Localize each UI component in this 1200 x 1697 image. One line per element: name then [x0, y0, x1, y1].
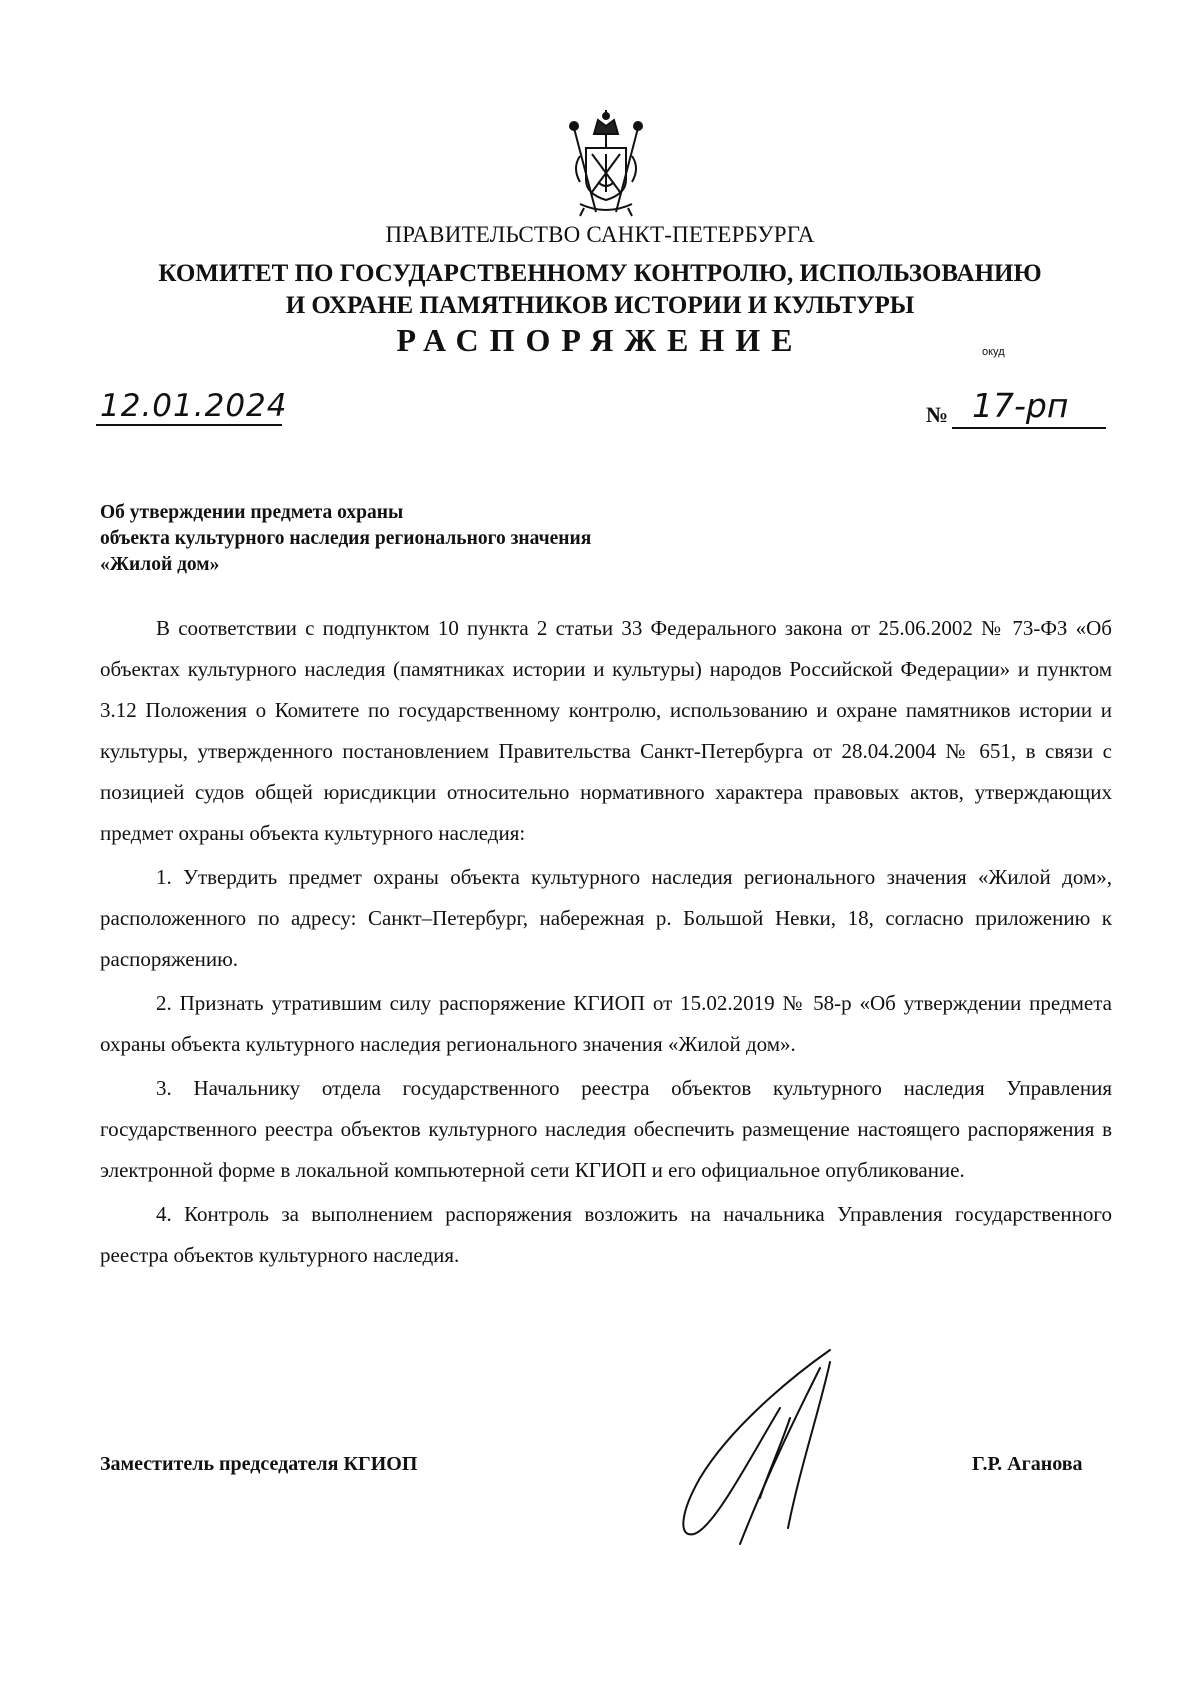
committee-name: [0, 258, 1200, 322]
document-number: 17-рп: [952, 385, 1106, 429]
preamble-paragraph: В соответствии с подпунктом 10 пункта 2 статьи 33 Федерального закона от 25.06.2002 № 73-ФЗ «Об объектах культурного наследия (памятниках истории и культуры) народов Российской Федерации» и пунктом 3.12 Положения о Комитете по государственному контролю, использованию и охране памятников истории и культуры, утвержденного постановлением Правительства Санкт-Петербурга от 28.04.2004 № 651, в связи с позицией судов общей юрисдикции относительно нормативного характера правовых актов, утверждающих предмет охраны объекта культурного наследия:: [100, 616, 1112, 845]
document-type: РАСПОРЯЖЕНИЕ: [396, 322, 804, 358]
subject-line-1: Об утверждении предмета охраны: [100, 502, 404, 523]
item-3-paragraph: 3. Начальнику отдела государственного реестра объектов культурного наследия Управления государственного реестра объектов культурного наследия обеспечить размещение настоящего распоряжения в электронной форме в локальной компьютерной сети КГИОП и его официальное опубликование.: [100, 1076, 1112, 1182]
document-date: 12.01.2024: [96, 388, 282, 426]
document-body: [100, 608, 1112, 1276]
government-name: ПРАВИТЕЛЬСТВО САНКТ-ПЕТЕРБУРГА: [385, 222, 815, 247]
signatory-title: Заместитель председателя КГИОП: [100, 1453, 418, 1475]
item-2-paragraph: 2. Признать утратившим силу распоряжение КГИОП от 15.02.2019 № 58-р «Об утверждении предмета охраны объекта культурного наследия регионального значения «Жилой дом».: [100, 991, 1112, 1056]
number-label: №: [926, 402, 949, 427]
coat-of-arms-icon: [566, 108, 646, 218]
document-subject: [100, 500, 591, 578]
committee-line-1: КОМИТЕТ ПО ГОСУДАРСТВЕННОМУ КОНТРОЛЮ, ИСПОЛЬЗОВАНИЮ: [158, 260, 1042, 287]
item-1-paragraph: 1. Утвердить предмет охраны объекта культурного наследия регионального значения «Жилой дом», расположенного по адресу: Санкт–Петербург, набережная р. Большой Невки, 18, согласно приложению к распоряжению.: [100, 865, 1112, 971]
committee-line-2: И ОХРАНЕ ПАМЯТНИКОВ ИСТОРИИ И КУЛЬТУРЫ: [285, 292, 915, 319]
subject-line-2: объекта культурного наследия регионального значения: [100, 528, 592, 549]
handwritten-signature: [670, 1348, 910, 1548]
signatory-name: Г.Р. Аганова: [972, 1453, 1083, 1475]
item-4-paragraph: 4. Контроль за выполнением распоряжения возложить на начальника Управления государственного реестра объектов культурного наследия.: [100, 1202, 1112, 1267]
subject-line-3: «Жилой дом»: [100, 554, 220, 575]
okud-label: окуд: [982, 346, 1005, 358]
